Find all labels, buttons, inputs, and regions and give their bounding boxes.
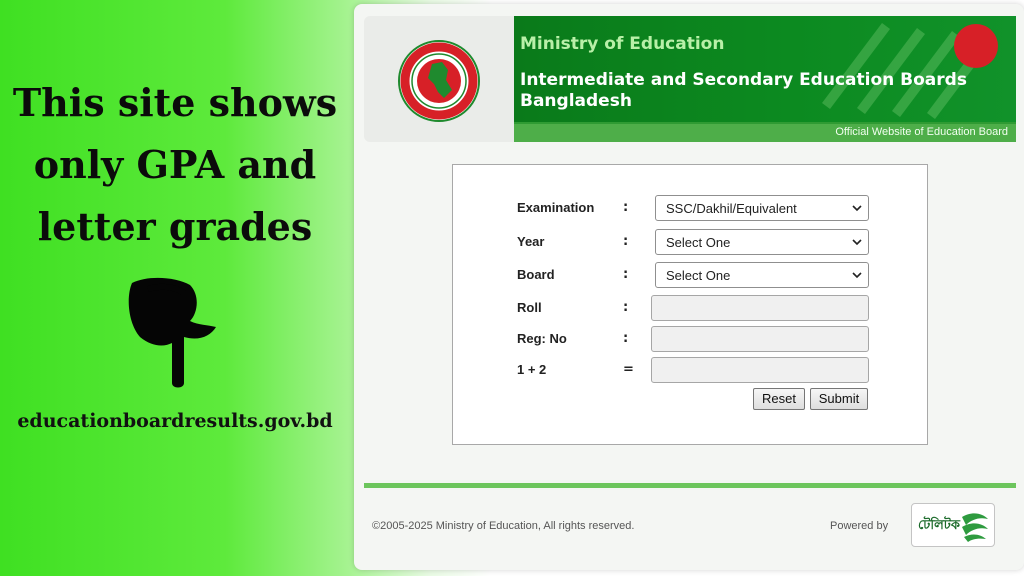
year-colon: :: [623, 234, 629, 249]
reg-no-row: [517, 326, 877, 352]
reg-no-label: Reg: No: [517, 331, 567, 346]
captcha-label: 1 + 2: [517, 362, 547, 377]
examination-colon: :: [623, 200, 629, 215]
website-window: [354, 4, 1024, 570]
captcha-equals: =: [623, 362, 634, 377]
roll-colon: :: [623, 300, 629, 315]
boards-title: Intermediate and Secondary Education Boards Bangladesh: [520, 70, 967, 111]
examination-label: Examination: [517, 200, 595, 215]
pointing-down-hand-icon: [118, 275, 230, 390]
board-select-value: Select One: [666, 268, 731, 283]
roll-input[interactable]: [651, 295, 869, 321]
year-row: [517, 229, 877, 255]
year-select-value: Select One: [666, 235, 731, 250]
board-row: [517, 262, 877, 288]
roll-row: [517, 295, 877, 321]
reg-no-input[interactable]: [651, 326, 869, 352]
teletalk-logo[interactable]: [911, 503, 995, 547]
examination-row: [517, 195, 877, 221]
government-seal-logo: [398, 40, 480, 122]
promo-panel: [0, 0, 350, 576]
copyright-text: ©2005-2025 Ministry of Education, All rights reserved.: [372, 520, 635, 532]
board-select[interactable]: [655, 262, 869, 288]
chevron-down-icon: [852, 271, 862, 279]
official-bar: [514, 122, 1016, 142]
year-select[interactable]: [655, 229, 869, 255]
board-label: Board: [517, 267, 555, 282]
year-label: Year: [517, 234, 545, 249]
roll-label: Roll: [517, 300, 542, 315]
promo-title: [0, 72, 350, 258]
captcha-input[interactable]: [651, 357, 869, 383]
examination-select-value: SSC/Dakhil/Equivalent: [666, 201, 797, 216]
site-header: [364, 16, 1016, 146]
promo-title-line-3: letter grades: [37, 204, 313, 249]
teletalk-logo-text: টেলিটক: [918, 518, 960, 533]
examination-select[interactable]: [655, 195, 869, 221]
chevron-down-icon: [852, 238, 862, 246]
chevron-down-icon: [852, 204, 862, 212]
ministry-title: Ministry of Education: [520, 34, 725, 54]
official-website-text: Official Website of Education Board: [835, 126, 1008, 138]
promo-url: educationboardresults.gov.bd: [17, 410, 333, 432]
submit-button[interactable]: Submit: [810, 388, 868, 410]
promo-title-line-1: This site shows: [12, 80, 338, 125]
logo-box: [364, 16, 514, 142]
board-colon: :: [623, 267, 629, 282]
footer-divider: [364, 483, 1016, 488]
teletalk-swoosh-icon: [958, 509, 990, 543]
promo-title-line-2: only GPA and: [33, 142, 317, 187]
captcha-row: [517, 357, 877, 383]
header-banner: [514, 16, 1016, 122]
result-search-form: [452, 164, 928, 445]
reset-button[interactable]: Reset: [753, 388, 805, 410]
powered-by-text: Powered by: [830, 520, 889, 532]
reg-no-colon: :: [623, 331, 629, 346]
